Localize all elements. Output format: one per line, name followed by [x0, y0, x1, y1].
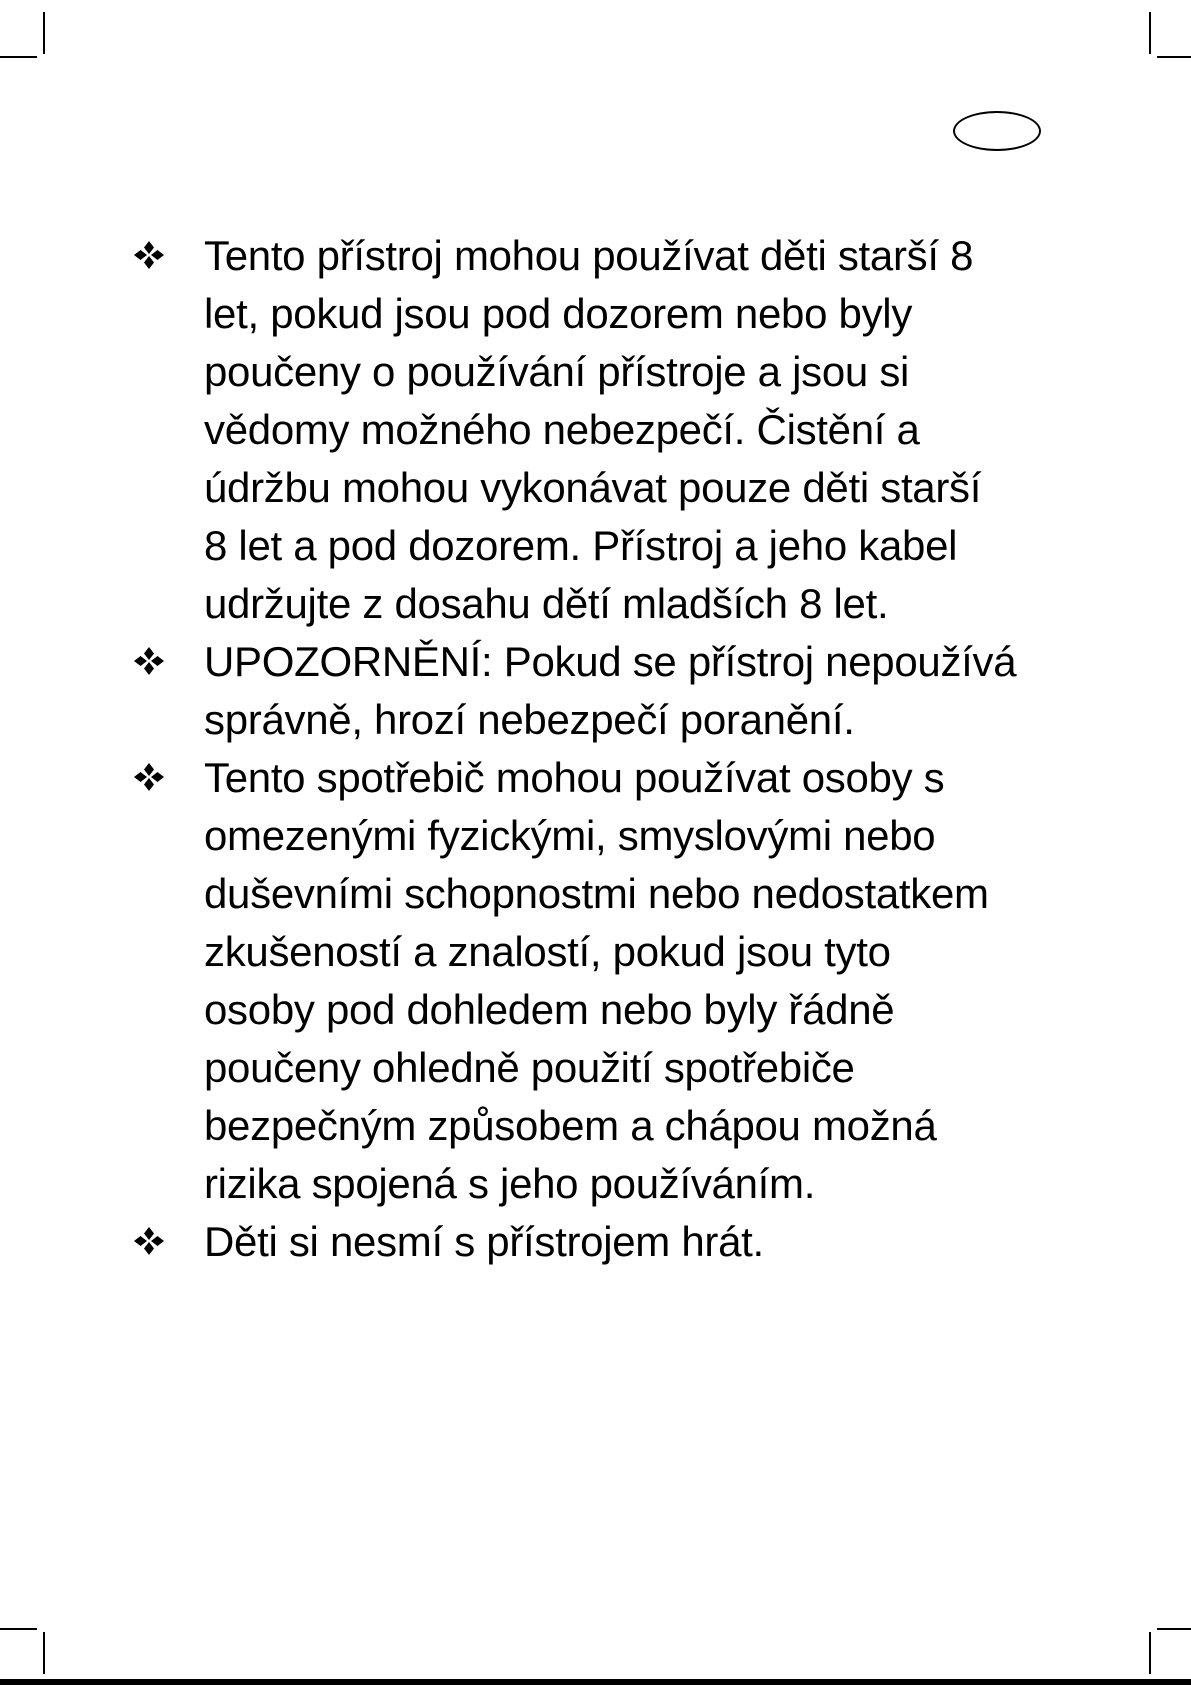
- list-item: [130, 1213, 1060, 1271]
- crop-mark-top-right-vertical: [1149, 12, 1151, 54]
- crop-mark-bottom-right-horizontal: [1157, 1628, 1191, 1630]
- bottom-edge-bar: [0, 1679, 1191, 1685]
- crop-mark-bottom-left-vertical: [43, 1632, 45, 1674]
- item-line: Tento spotřebič mohou používat osoby s: [204, 754, 945, 801]
- item-line: vědomy možného nebezpečí. Čistění a: [204, 406, 920, 453]
- crop-mark-top-left-horizontal: [0, 56, 37, 58]
- item-line: duševními schopnostmi nebo nedostatkem: [204, 870, 989, 917]
- item-line: rizika spojená s jeho používáním.: [204, 1160, 816, 1207]
- item-line: poučeny ohledně použití spotřebiče: [204, 1044, 855, 1091]
- item-line: UPOZORNĚNÍ: Pokud se přístroj nepoužívá: [204, 638, 1017, 685]
- four-diamond-ornament-icon: [130, 749, 170, 807]
- safety-instructions-list: [130, 227, 1060, 1271]
- item-line: let, pokud jsou pod dozorem nebo byly: [204, 290, 913, 337]
- list-item: [130, 749, 1060, 1213]
- crop-mark-top-right-horizontal: [1157, 56, 1191, 58]
- list-item: [130, 633, 1060, 749]
- four-diamond-ornament-icon: [130, 1213, 170, 1271]
- item-line: 8 let a pod dozorem. Přístroj a jeho kabel: [204, 522, 958, 569]
- four-diamond-ornament-icon: [130, 633, 170, 691]
- crop-mark-bottom-left-horizontal: [0, 1628, 37, 1630]
- item-line: omezenými fyzickými, smyslovými nebo: [204, 812, 936, 859]
- four-diamond-ornament-icon: [130, 227, 170, 285]
- list-item: [130, 227, 1060, 633]
- item-line: Děti si nesmí s přístrojem hrát.: [204, 1218, 764, 1265]
- language-code-oval: [953, 111, 1041, 151]
- item-line: správně, hrozí nebezpečí poranění.: [204, 696, 855, 743]
- item-line: bezpečným způsobem a chápou možná: [204, 1102, 937, 1149]
- item-line: osoby pod dohledem nebo byly řádně: [204, 986, 895, 1033]
- item-line: údržbu mohou vykonávat pouze děti starší: [204, 464, 982, 511]
- item-line: poučeny o používání přístroje a jsou si: [204, 348, 910, 395]
- item-line: zkušeností a znalostí, pokud jsou tyto: [204, 928, 891, 975]
- item-line: Tento přístroj mohou používat děti starší 8: [204, 232, 974, 279]
- crop-mark-bottom-right-vertical: [1149, 1632, 1151, 1674]
- crop-mark-top-left-vertical: [43, 12, 45, 54]
- item-line: udržujte z dosahu dětí mladších 8 let.: [204, 580, 889, 627]
